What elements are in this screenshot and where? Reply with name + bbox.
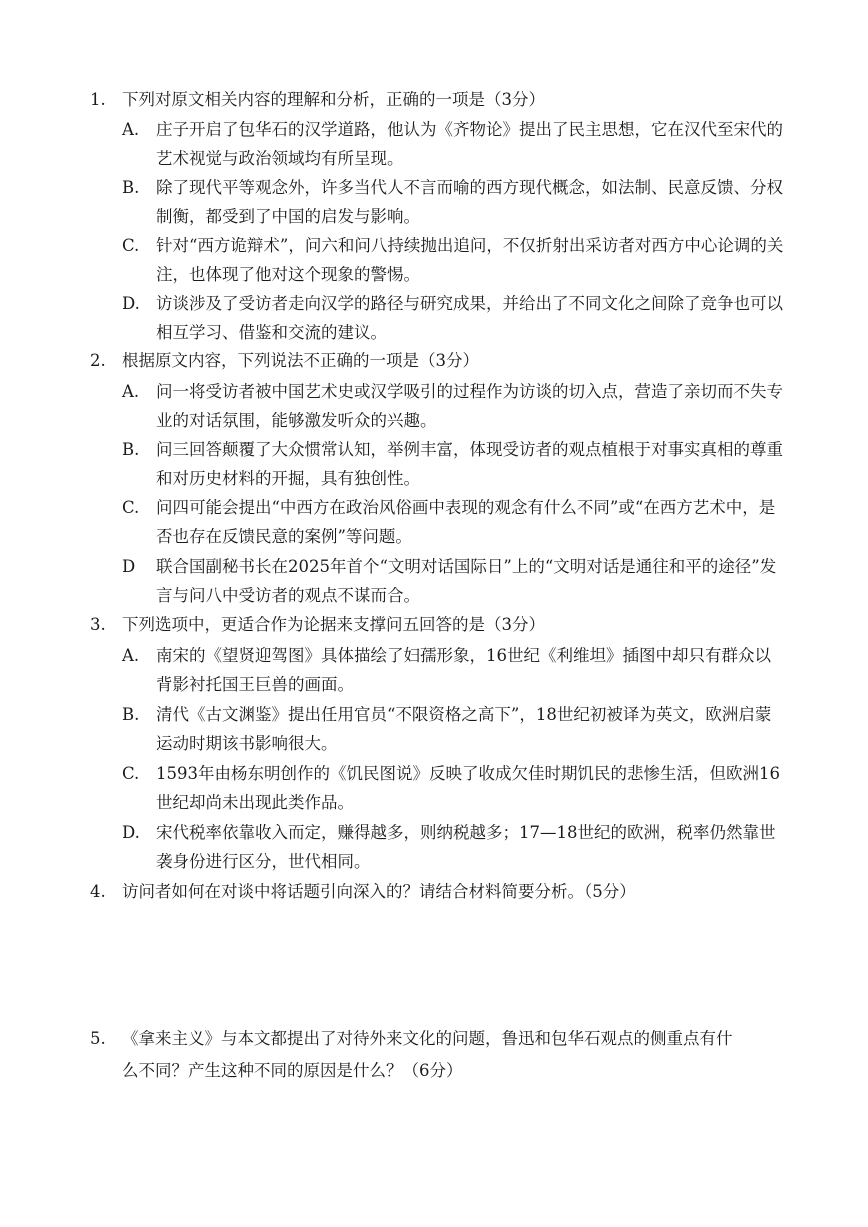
option-1b bbox=[122, 173, 784, 231]
option-text: 南宋的《望贤迎驾图》具体描绘了妇孺形象，16世纪《利维坦》插图中却只有群众以背影衬托国王巨兽的画面。 bbox=[156, 646, 771, 694]
option-text: 1593年由杨东明创作的《饥民图说》反映了收成欠佳时期饥民的悲惨生活，但欧洲16世纪却尚未出现此类作品。 bbox=[156, 764, 780, 812]
option-1c bbox=[122, 231, 784, 289]
question-stem: 根据原文内容，下列说法不正确的一项是（3分） bbox=[122, 351, 479, 370]
option-2d bbox=[122, 552, 784, 610]
question-2 bbox=[90, 347, 479, 375]
option-letter: C. bbox=[122, 498, 140, 517]
option-text: 针对“西方诡辩术”，问六和问八持续抛出追问，不仅折射出采访者对西方中心论调的关注，也体现了他对这个现象的警惕。 bbox=[156, 236, 784, 284]
question-number: 1. bbox=[90, 90, 106, 109]
question-stem-line1: 《拿来主义》与本文都提出了对待外来文化的问题，鲁迅和包华石观点的侧重点有什 bbox=[122, 1029, 733, 1048]
option-letter: D bbox=[122, 557, 136, 576]
option-3c bbox=[122, 759, 784, 817]
question-5 bbox=[90, 1023, 790, 1087]
question-3 bbox=[90, 611, 545, 639]
question-number: 3. bbox=[90, 615, 106, 634]
option-2a bbox=[122, 377, 784, 435]
question-number: 2. bbox=[90, 351, 106, 370]
question-stem: 下列对原文相关内容的理解和分析，正确的一项是（3分） bbox=[122, 90, 545, 109]
option-text: 问三回答颠覆了大众惯常认知，举例丰富，体现受访者的观点植根于对事实真相的尊重和对历史材料的开掘，具有独创性。 bbox=[156, 440, 783, 488]
option-letter: D. bbox=[122, 823, 140, 842]
option-letter: B. bbox=[122, 705, 140, 724]
option-text: 宋代税率依靠收入而定，赚得越多，则纳税越多；17—18世纪的欧洲，税率仍然靠世袭身份进行区分，世代相同。 bbox=[156, 823, 776, 871]
option-3b bbox=[122, 700, 784, 758]
question-stem: 访问者如何在对谈中将话题引向深入的？请结合材料简要分析。（5分） bbox=[122, 882, 636, 901]
option-text: 问四可能会提出“中西方在政治风俗画中表现的观念有什么不同”或“在西方艺术中，是否也存在反馈民意的案例”等问题。 bbox=[156, 498, 776, 546]
option-text: 问一将受访者被中国艺术史或汉学吸引的过程作为访谈的切入点，营造了亲切而不失专业的对话氛围，能够激发听众的兴趣。 bbox=[156, 382, 783, 430]
option-3a bbox=[122, 641, 784, 699]
option-letter: D. bbox=[122, 294, 140, 313]
option-letter: C. bbox=[122, 764, 140, 783]
option-text: 访谈涉及了受访者走向汉学的路径与研究成果，并给出了不同文化之间除了竞争也可以相互学习、借鉴和交流的建议。 bbox=[156, 294, 783, 342]
option-1d bbox=[122, 289, 784, 347]
option-letter: A. bbox=[122, 120, 140, 139]
question-stem: 下列选项中，更适合作为论据来支撑问五回答的是（3分） bbox=[122, 615, 545, 634]
option-3d bbox=[122, 818, 784, 876]
option-letter: A. bbox=[122, 382, 140, 401]
option-2b bbox=[122, 435, 784, 493]
option-letter: C. bbox=[122, 236, 140, 255]
option-text: 庄子开启了包华石的汉学道路，他认为《齐物论》提出了民主思想，它在汉代至宋代的艺术视觉与政治领域均有所呈现。 bbox=[156, 120, 783, 168]
option-1a bbox=[122, 115, 784, 173]
question-4 bbox=[90, 878, 636, 906]
option-letter: A. bbox=[122, 646, 140, 665]
option-text: 清代《古文渊鉴》提出任用官员“不限资格之高下”，18世纪初被译为英文，欧洲启蒙运动时期该书影响很大。 bbox=[156, 705, 772, 753]
option-text: 联合国副秘书长在2025年首个“文明对话国际日”上的“文明对话是通往和平的途径”发言与问八中受访者的观点不谋而合。 bbox=[156, 557, 777, 605]
question-number: 4. bbox=[90, 882, 106, 901]
option-letter: B. bbox=[122, 440, 140, 459]
option-letter: B. bbox=[122, 178, 140, 197]
question-stem-line2: 么不同？产生这种不同的原因是什么？（6分） bbox=[122, 1061, 463, 1080]
question-number: 5. bbox=[90, 1029, 106, 1048]
question-1 bbox=[90, 86, 545, 114]
option-text: 除了现代平等观念外，许多当代人不言而喻的西方现代概念，如法制、民意反馈、分权制衡，都受到了中国的启发与影响。 bbox=[156, 178, 783, 226]
option-2c bbox=[122, 493, 784, 551]
